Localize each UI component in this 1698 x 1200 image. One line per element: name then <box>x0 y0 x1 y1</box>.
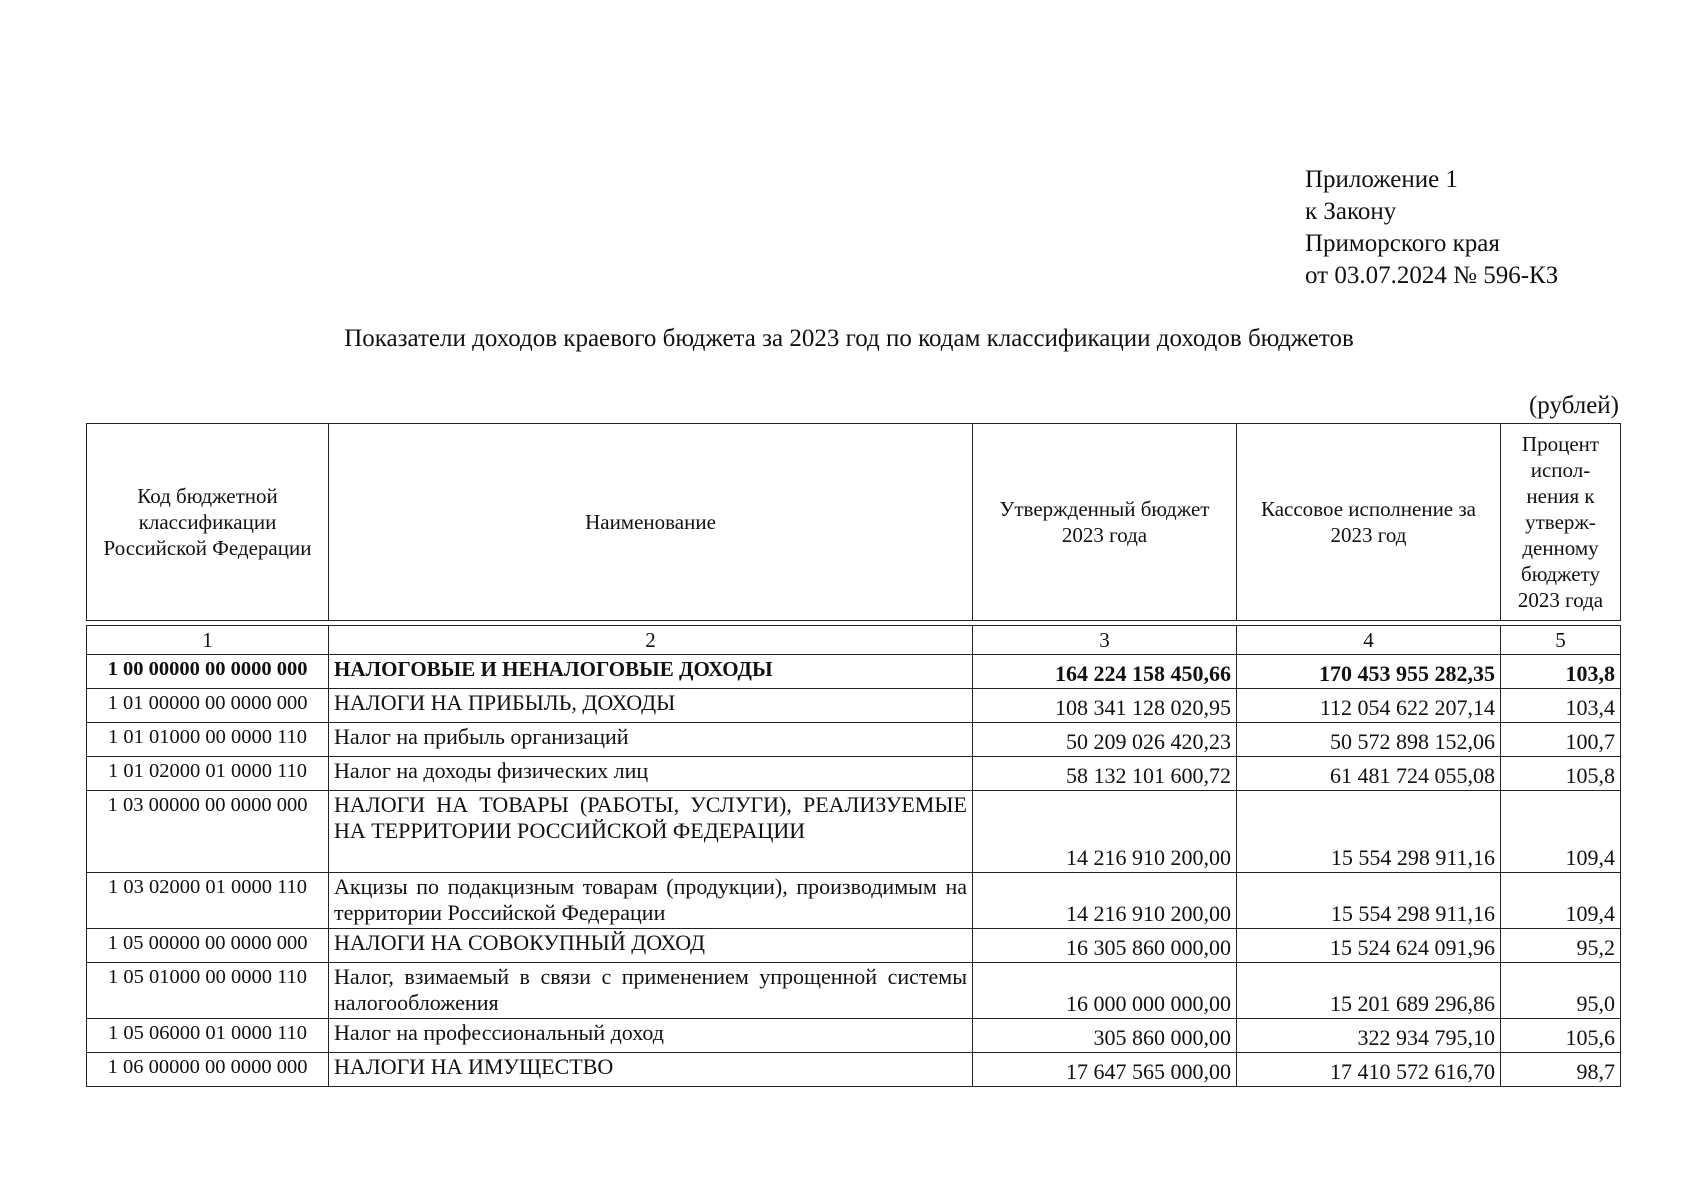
column-number: 2 <box>329 626 973 655</box>
row-executed: 15 554 298 911,16 <box>1237 791 1501 873</box>
appendix-line: от 03.07.2024 № 596-КЗ <box>1305 262 1559 289</box>
budget-table <box>86 423 1621 1087</box>
row-approved: 58 132 101 600,72 <box>973 757 1237 791</box>
row-percent: 109,4 <box>1501 791 1621 873</box>
row-percent: 98,7 <box>1501 1053 1621 1087</box>
row-code: 1 05 01000 00 0000 110 <box>87 963 329 1019</box>
table-row <box>87 723 1621 757</box>
row-name: НАЛОГОВЫЕ И НЕНАЛОГОВЫЕ ДОХОДЫ <box>329 655 973 689</box>
header-percent: Процент испол-нения к утверж-денному бюджету 2023 года <box>1501 424 1621 621</box>
table-row <box>87 963 1621 1019</box>
row-name: НАЛОГИ НА ТОВАРЫ (РАБОТЫ, УСЛУГИ), РЕАЛИЗУЕМЫЕ НА ТЕРРИТОРИИ РОССИЙСКОЙ ФЕДЕРАЦИИ <box>329 791 973 873</box>
row-percent: 103,8 <box>1501 655 1621 689</box>
table-row <box>87 655 1621 689</box>
row-percent: 95,2 <box>1501 929 1621 963</box>
row-code: 1 05 06000 01 0000 110 <box>87 1019 329 1053</box>
row-approved: 14 216 910 200,00 <box>973 791 1237 873</box>
row-executed: 112 054 622 207,14 <box>1237 689 1501 723</box>
row-code: 1 03 02000 01 0000 110 <box>87 873 329 929</box>
row-code: 1 05 00000 00 0000 000 <box>87 929 329 963</box>
header-executed: Кассовое исполнение за 2023 год <box>1237 424 1501 621</box>
row-approved: 16 000 000 000,00 <box>973 963 1237 1019</box>
row-approved: 16 305 860 000,00 <box>973 929 1237 963</box>
row-percent: 105,8 <box>1501 757 1621 791</box>
column-number: 1 <box>87 626 329 655</box>
table-row <box>87 689 1621 723</box>
row-name: Акцизы по подакцизным товарам (продукции), производимым на территории Российской Федерации <box>329 873 973 929</box>
row-executed: 170 453 955 282,35 <box>1237 655 1501 689</box>
row-name: НАЛОГИ НА ИМУЩЕСТВО <box>329 1053 973 1087</box>
row-approved: 305 860 000,00 <box>973 1019 1237 1053</box>
table-header-row <box>87 424 1621 621</box>
row-name: НАЛОГИ НА СОВОКУПНЫЙ ДОХОД <box>329 929 973 963</box>
row-approved: 14 216 910 200,00 <box>973 873 1237 929</box>
row-executed: 50 572 898 152,06 <box>1237 723 1501 757</box>
column-number: 3 <box>973 626 1237 655</box>
row-name: Налог, взимаемый в связи с применением упрощенной системы налогообложения <box>329 963 973 1019</box>
row-executed: 15 554 298 911,16 <box>1237 873 1501 929</box>
row-code: 1 00 00000 00 0000 000 <box>87 655 329 689</box>
table-row <box>87 757 1621 791</box>
row-code: 1 06 00000 00 0000 000 <box>87 1053 329 1087</box>
column-number-row <box>87 626 1621 655</box>
table-row <box>87 929 1621 963</box>
row-executed: 17 410 572 616,70 <box>1237 1053 1501 1087</box>
appendix-line: к Закону <box>1305 198 1397 225</box>
row-code: 1 01 02000 01 0000 110 <box>87 757 329 791</box>
column-number: 4 <box>1237 626 1501 655</box>
row-name: Налог на профессиональный доход <box>329 1019 973 1053</box>
row-name: Налог на прибыль организаций <box>329 723 973 757</box>
table-row <box>87 873 1621 929</box>
row-approved: 50 209 026 420,23 <box>973 723 1237 757</box>
header-approved: Утвержденный бюджет 2023 года <box>973 424 1237 621</box>
column-number: 5 <box>1501 626 1621 655</box>
row-code: 1 03 00000 00 0000 000 <box>87 791 329 873</box>
header-name: Наименование <box>329 424 973 621</box>
header-code: Код бюджетной классификации Российской Федерации <box>87 424 329 621</box>
row-code: 1 01 00000 00 0000 000 <box>87 689 329 723</box>
document-title: Показатели доходов краевого бюджета за 2023 год по кодам классификации доходов бюджетов <box>344 325 1354 352</box>
row-percent: 105,6 <box>1501 1019 1621 1053</box>
row-approved: 108 341 128 020,95 <box>973 689 1237 723</box>
appendix-line: Приложение 1 <box>1305 166 1458 193</box>
row-percent: 109,4 <box>1501 873 1621 929</box>
row-name: НАЛОГИ НА ПРИБЫЛЬ, ДОХОДЫ <box>329 689 973 723</box>
table-row <box>87 1019 1621 1053</box>
row-executed: 322 934 795,10 <box>1237 1019 1501 1053</box>
row-percent: 103,4 <box>1501 689 1621 723</box>
row-executed: 61 481 724 055,08 <box>1237 757 1501 791</box>
appendix-line: Приморского края <box>1305 230 1500 257</box>
row-percent: 100,7 <box>1501 723 1621 757</box>
row-executed: 15 524 624 091,96 <box>1237 929 1501 963</box>
appendix-block <box>1305 164 1558 292</box>
row-approved: 17 647 565 000,00 <box>973 1053 1237 1087</box>
table-row <box>87 1053 1621 1087</box>
row-percent: 95,0 <box>1501 963 1621 1019</box>
row-executed: 15 201 689 296,86 <box>1237 963 1501 1019</box>
row-name: Налог на доходы физических лиц <box>329 757 973 791</box>
row-code: 1 01 01000 00 0000 110 <box>87 723 329 757</box>
units-label: (рублей) <box>1528 392 1619 419</box>
row-approved: 164 224 158 450,66 <box>973 655 1237 689</box>
table-row <box>87 791 1621 873</box>
